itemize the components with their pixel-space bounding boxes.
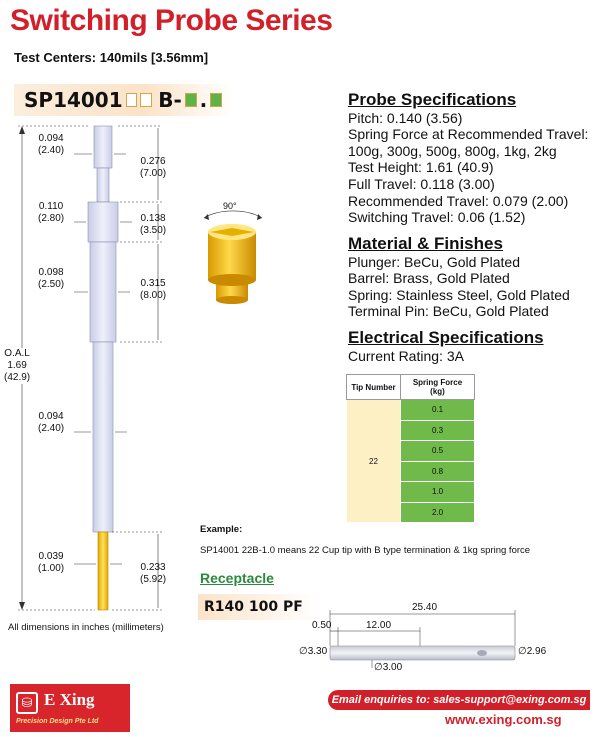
placeholder-square-green: [210, 93, 222, 107]
dim-barrel-diameter: 0.098 (2.50): [38, 267, 65, 290]
spec-line: Pitch: 0.140 (3.56): [348, 109, 463, 126]
test-centers: Test Centers: 140mils [3.56mm]: [14, 50, 209, 65]
material-heading: Material & Finishes: [348, 234, 503, 253]
material-line: Plunger: BeCu, Gold Plated: [348, 253, 520, 270]
receptacle-total-length: 25.40: [412, 602, 438, 613]
electrical-line: Current Rating: 3A: [348, 347, 464, 364]
example-text: SP14001 22B-1.0 means 22 Cup tip with B type termination & 1kg spring force: [200, 545, 531, 556]
receptacle-flange-length: 0.50: [312, 620, 332, 631]
spring-force-table: [346, 374, 475, 523]
force-cell: 2.0: [401, 502, 475, 523]
dimension-note: All dimensions in inches (millimeters): [8, 622, 164, 633]
force-cell: 0.1: [401, 400, 475, 421]
probe-specifications: [348, 92, 588, 226]
force-cell: 1.0: [401, 482, 475, 503]
material-line: Barrel: Brass, Gold Plated: [348, 270, 510, 287]
dim-barrel-length: 0.315 (8.00): [140, 278, 167, 301]
spec-line: Spring Force at Recommended Travel:: [348, 126, 589, 143]
receptacle-flange-diameter: ∅3.30: [299, 646, 328, 657]
logo-mark-icon: ⛁: [16, 692, 38, 714]
tip-number-cell: 22: [347, 400, 401, 523]
dim-pin-diameter: 0.039 (1.00): [38, 551, 65, 574]
material-line: Spring: Stainless Steel, Gold Plated: [348, 286, 570, 303]
email-enquiries[interactable]: Email enquiries to: sales-support@exing.com.sg: [328, 690, 590, 710]
material-finishes: [348, 236, 570, 320]
spec-line: Switching Travel: 0.06 (1.52): [348, 209, 526, 226]
cup-angle-label: 90°: [223, 201, 237, 211]
receptacle-crimp-length: 12.00: [366, 620, 392, 631]
example-label: Example:: [200, 524, 243, 535]
part-number-box: [14, 84, 232, 116]
force-cell: 0.5: [401, 441, 475, 462]
spec-line: Recommended Travel: 0.079 (2.00): [348, 192, 569, 209]
table-header: Tip Number: [347, 375, 401, 400]
part-number-mid: B-: [158, 88, 182, 112]
brand-subtitle: Precision Design Pte Ltd: [16, 718, 99, 725]
force-cell: 0.3: [401, 420, 475, 441]
dim-pin-length: 0.233 (5.92): [140, 562, 167, 585]
spring-force-table-wrap: [346, 374, 475, 523]
receptacle-part: R140 100 PF: [198, 594, 318, 620]
dim-lower-barrel-diameter: 0.094 (2.40): [38, 411, 65, 434]
receptacle-body-diameter: ∅2.96: [518, 646, 547, 657]
website-link[interactable]: www.exing.com.sg: [445, 712, 562, 727]
spec-line: Full Travel: 0.118 (3.00): [348, 175, 495, 192]
placeholder-square-green: [185, 93, 197, 107]
dim-barrel-head-diameter: 0.110 (2.80): [38, 201, 65, 224]
material-line: Terminal Pin: BeCu, Gold Plated: [348, 303, 549, 320]
electrical-specifications: [348, 330, 544, 364]
dim-overall-length: O.A.L 1.69 (42.9): [4, 348, 31, 383]
cup-tip-illustration: [192, 196, 272, 312]
part-number-prefix: SP14001: [24, 88, 123, 112]
placeholder-square: [140, 93, 152, 107]
spec-line: Test Height: 1.61 (40.9): [348, 159, 494, 176]
spec-line: 100g, 300g, 500g, 800g, 1kg, 2kg: [348, 142, 557, 159]
probe-spec-heading: Probe Specifications: [348, 90, 517, 109]
receptacle-heading: Receptacle: [200, 570, 274, 586]
dim-plunger-diameter: 0.094 (2.40): [38, 133, 65, 156]
dim-plunger-length: 0.276 (7.00): [140, 156, 167, 179]
force-cell: 0.8: [401, 461, 475, 482]
electrical-heading: Electrical Specifications: [348, 328, 544, 347]
company-logo: [10, 684, 130, 732]
table-header: Spring Force (kg): [401, 375, 475, 400]
brand-name: E Xing: [44, 690, 95, 709]
dim-barrel-head-length: 0.138 (3.50): [140, 213, 167, 236]
part-number-dot: .: [199, 88, 208, 112]
placeholder-square: [126, 93, 138, 107]
receptacle-crimp-diameter: ∅3.00: [374, 662, 403, 673]
page-title: Switching Probe Series: [10, 4, 333, 37]
